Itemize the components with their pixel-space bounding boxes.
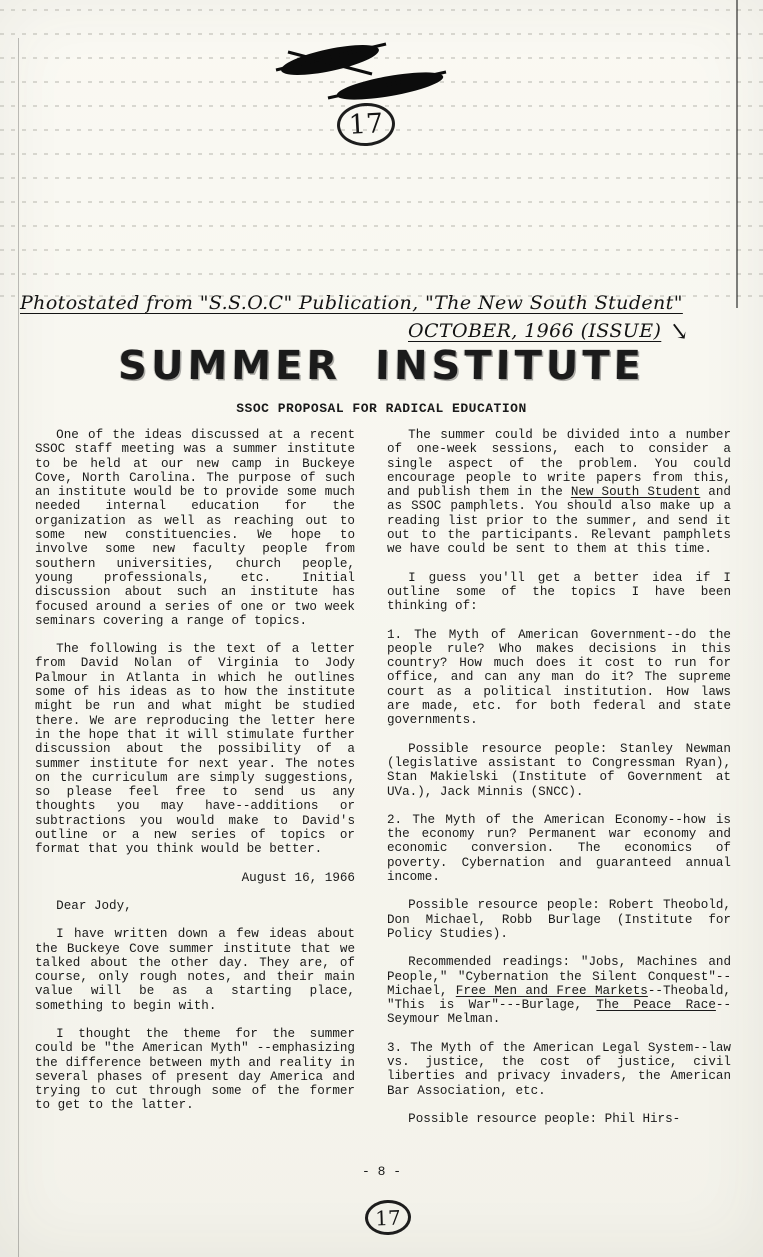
ink-scribble bbox=[268, 38, 458, 108]
underlined-book-title: The Peace Race bbox=[596, 998, 716, 1013]
topic-1-paragraph: 1. The Myth of American Government--do the people rule? Who makes decisions in this country? How much does it cost to run for office, and can any man do it? The supreme court as a political institution. How laws are made, etc. for both federal and state governments. bbox=[387, 627, 731, 728]
circled-number: 17 bbox=[348, 108, 384, 141]
left-column bbox=[35, 428, 355, 1140]
page-fold-line-left bbox=[18, 38, 19, 1257]
intro-paragraph: One of the ideas discussed at a recent SSOC staff meeting was a summer institute to be held at our new camp in Buckeye Cove, North Carolina. The purpose of such an institute would be to provide some much needed internal education for the organization as well as reaching out to some new constituencies. We hope to involve some new faculty people from southern universities, church people, young professionals, etc. Initial discussion about such an institute has focused around a series of one or two week seminars covering a range of topics. bbox=[35, 428, 355, 628]
scan-edge-line-right bbox=[736, 0, 738, 308]
underlined-book-title: Free Men and Free Markets bbox=[455, 983, 648, 998]
topic-3-paragraph: 3. The Myth of the American Legal System--law vs. justice, the cost of justice, civil liberties and privacy invaders, the American Bar Association, etc. bbox=[387, 1040, 731, 1098]
topic-2-paragraph: 2. The Myth of the American Economy--how is the economy run? Permanent war economy and economic conversion. The economics of poverty. Cybernation and guaranteed annual income. bbox=[387, 812, 731, 885]
topic-2-resources: Possible resource people: Robert Theobold, Don Michael, Robb Burlage (Institute for Policy Studies). bbox=[387, 898, 731, 941]
circled-number: 17 bbox=[374, 1205, 402, 1230]
underlined-publication-name: New South Student bbox=[570, 485, 701, 500]
page-number: - 8 - bbox=[361, 1164, 401, 1179]
article-body bbox=[35, 428, 731, 1140]
document-title: SUMMER INSTITUTE bbox=[117, 343, 646, 389]
letter-intro-paragraph: The following is the text of a letter from David Nolan of Virginia to Jody Palmour in Atlanta in which he outlines some of his ideas as to how the institute might be run and what might be studied there. We are reproducing the letter here in the hope that it will stimulate further discussion about the possibility of a summer institute for next year. The notes on the curriculum are simply suggestions, so please feel free to send us any thoughts you may have--additions or subtractions you would make to David's outline or a new series of topics or format that you think would be better. bbox=[35, 642, 355, 857]
salutation: Dear Jody, bbox=[56, 898, 132, 913]
ideas-paragraph: I have written down a few ideas about the Buckeye Cove summer institute that we talked about the other day. They are, of course, only rough notes, and their main value will be as a starting place, something to begin with. bbox=[35, 927, 355, 1013]
topic-3-resources: Possible resource people: Phil Hirs- bbox=[408, 1111, 681, 1126]
annotation-line-2: OCTOBER, 1966 (ISSUE) ↘ bbox=[408, 315, 692, 347]
circled-page-marker-bottom bbox=[364, 1199, 411, 1236]
theme-paragraph: I thought the theme for the summer could be "the American Myth" --emphasizing the difference between myth and reality in several phases of present day America and trying to cut through some of the former to get to the latter. bbox=[35, 1026, 355, 1113]
annotation-arrow-icon: ↘ bbox=[667, 315, 692, 347]
right-column bbox=[387, 428, 731, 1140]
handwritten-annotation bbox=[20, 292, 736, 347]
date-line: August 16, 1966 bbox=[241, 870, 355, 885]
document-subtitle: SSOC PROPOSAL FOR RADICAL EDUCATION bbox=[236, 401, 527, 416]
outline-intro-paragraph: I guess you'll get a better idea if I outline some of the topics I have been thinking of: bbox=[387, 570, 731, 614]
recommended-readings: Recommended readings: "Jobs, Machines and People," "Cybernation the Silent Conquest"--Michael, Free Men and Free Markets--Theobald, "This is War"---Burlage, The Peace Race--Seymour Melman. bbox=[387, 955, 732, 1027]
sessions-paragraph: The summer could be divided into a number of one-week sessions, each to consider a single aspect of the problem. You could encourage people to write papers from this, and publish them in the New South Student and as SSOC pamphlets. You should also make up a reading list prior to the summer, and send it out to the participants. Relevant pamphlets we have could be sent to them at this time. bbox=[387, 428, 731, 557]
annotation-line-1: Photostated from "S.S.O.C" Publication, "The New South Student" bbox=[20, 292, 683, 314]
topic-1-resources: Possible resource people: Stanley Newman (legislative assistant to Congressman Ryan), Stan Makielski (Institute of Government at UVa.), Jack Minnis (SNCC). bbox=[387, 741, 731, 799]
